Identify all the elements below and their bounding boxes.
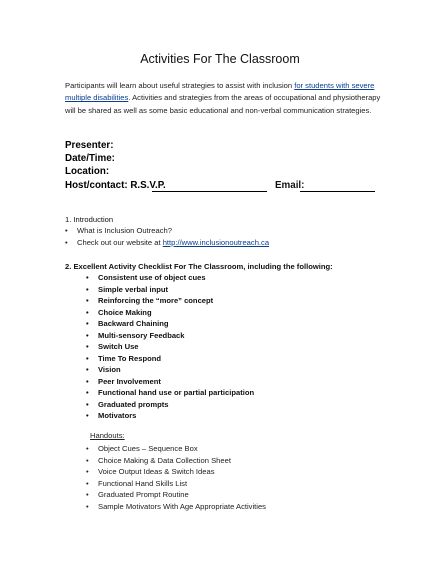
bullet-icon: • (65, 226, 68, 235)
list-item: • Simple verbal input (86, 284, 169, 294)
list-item: • Choice Making (86, 307, 152, 317)
bullet-icon: • (86, 501, 89, 511)
list-item: • Choice Making & Data Collection Sheet (86, 455, 231, 465)
email-underline (300, 191, 375, 192)
intro-link[interactable]: for students with severe multiple disabilities (65, 81, 375, 103)
list-item: • Graduated prompts (86, 399, 169, 409)
handouts-label: Handouts: (90, 431, 125, 440)
list-item: • Graduated Prompt Routine (86, 490, 189, 499)
list-item: • Motivators (86, 411, 137, 420)
list-item: • Functional Hand Skills List (86, 478, 188, 488)
list-item: • Consistent use of object cues (86, 273, 206, 282)
intro-text-b: . Activities and strategies from the areas of occupational and physiotherapy will be shared as well as some basic educational and non-verbal communication strategies. (65, 93, 381, 115)
presenter-label: Presenter: (65, 140, 114, 151)
bullet-icon: • (86, 273, 89, 282)
list-item: • Sample Motivators With Age Appropriate Activities (86, 501, 266, 511)
list-item: • Peer Involvement (86, 376, 161, 386)
intro-paragraph (65, 80, 385, 117)
list-item: • Functional hand use or partial participation (86, 388, 255, 397)
bullet-icon: • (86, 399, 89, 409)
bullet-icon: • (86, 330, 89, 340)
list-item: • Check out our website at http://www.inclusionoutreach.ca (65, 237, 270, 247)
email-label: Email: (275, 180, 305, 191)
bullet-icon: • (86, 376, 89, 386)
location-label: Location: (65, 166, 110, 177)
bullet-icon: • (86, 353, 89, 363)
list-item: • Vision (86, 365, 121, 374)
bullet-icon: • (86, 319, 89, 328)
bullet-icon: • (86, 467, 89, 476)
section-1-list (65, 225, 269, 248)
section-2-heading: 2. Excellent Activity Checklist For The Classroom, including the following: (65, 262, 333, 271)
list-item: • Multi-sensory Feedback (86, 330, 185, 340)
intro-text-a: Participants will learn about useful strategies to assist with inclusion (65, 81, 295, 90)
website-link[interactable]: http://www.inclusionoutreach.ca (162, 237, 270, 247)
bullet-icon: • (86, 455, 89, 465)
datetime-label: Date/Time: (65, 153, 115, 164)
list-item: • Backward Chaining (86, 319, 169, 328)
bullet-icon: • (65, 237, 68, 247)
bullet-icon: • (86, 296, 89, 305)
bullet-icon: • (86, 342, 89, 351)
bullet-icon: • (86, 478, 89, 488)
page-title: Activities For The Classroom (140, 52, 300, 66)
bullet-icon: • (86, 388, 89, 397)
bullet-icon: • (86, 444, 89, 453)
bullet-icon: • (86, 490, 89, 499)
bullet-icon: • (86, 284, 89, 294)
list-item: • What is Inclusion Outreach? (65, 226, 172, 235)
handouts-list (86, 443, 266, 512)
bullet-icon: • (86, 411, 89, 420)
list-item: • Reinforcing the “more” concept (86, 296, 214, 305)
section-2-list (86, 272, 254, 422)
bullet-icon: • (86, 307, 89, 317)
bullet-icon: • (86, 365, 89, 374)
host-underline (152, 191, 267, 192)
list-item: • Time To Respond (86, 353, 162, 363)
section-1-heading: 1. Introduction (65, 215, 114, 224)
list-item: • Switch Use (86, 342, 139, 351)
host-contact-label: Host/contact: R.S.V.P. (65, 180, 166, 191)
list-item: • Object Cues – Sequence Box (86, 444, 198, 453)
list-item: • Voice Output Ideas & Switch Ideas (86, 467, 215, 476)
